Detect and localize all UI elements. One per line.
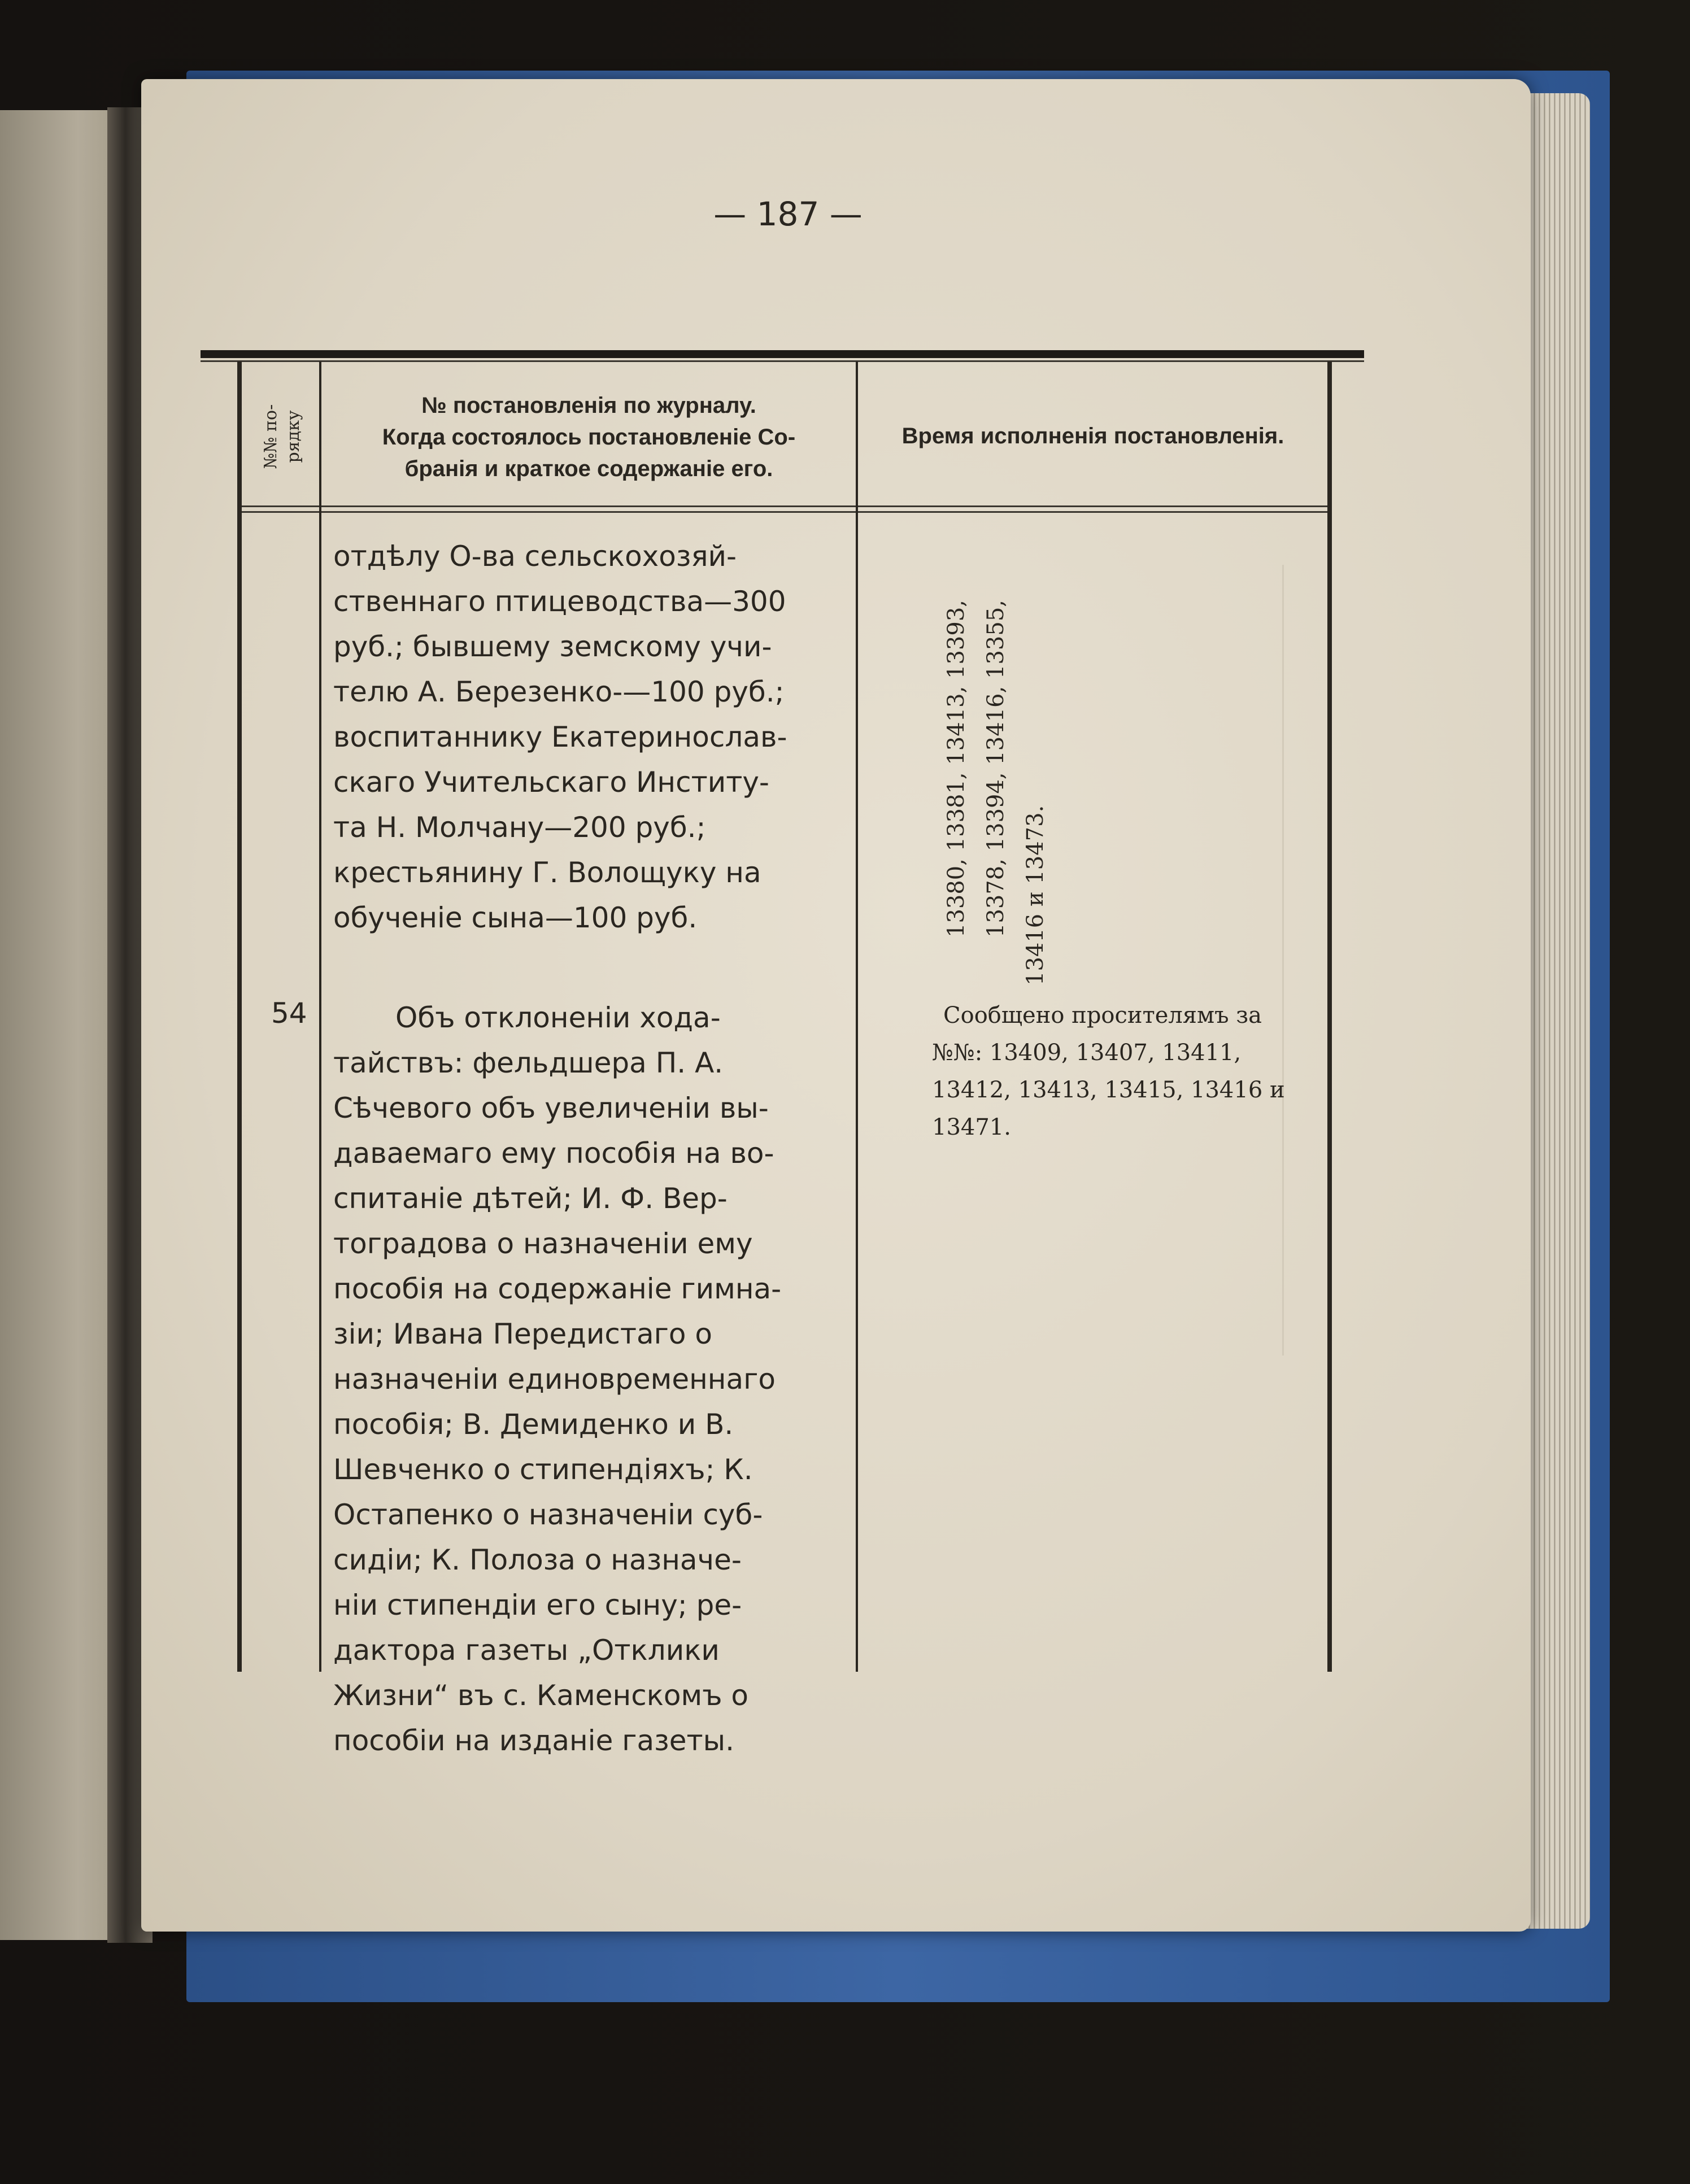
- row2-execution-line: Сообщено просителямъ за: [943, 1002, 1262, 1028]
- row2-line: даваемаго ему пособія на во-: [333, 1137, 774, 1170]
- row2-line: ніи стипендіи его сыну; ре-: [333, 1589, 742, 1621]
- row2-line: тоградова о назначеніи ему: [333, 1227, 753, 1260]
- row2-text: [333, 995, 844, 1763]
- row2-line: пособія на содержаніе гимна-: [333, 1272, 782, 1305]
- row1-line: телю А. Березенко-—100 руб.;: [333, 675, 785, 708]
- row1-line: отдѣлу О-ва сельскохозяй-: [333, 540, 737, 573]
- header-resolution-line1: № постановленія по журналу.: [421, 393, 756, 418]
- row2-line: пособія; В. Демиденко и В.: [333, 1408, 734, 1441]
- header-row-number-line2: рядку: [284, 409, 303, 463]
- header-bottom-rule-2: [240, 511, 1327, 513]
- row2-line: Сѣчевого объ увеличеніи вы-: [333, 1092, 769, 1124]
- row1-execution-line: 13380, 13381, 13413, 13393,: [943, 600, 969, 938]
- row2-line: Жизни“ въ с. Каменскомъ о: [333, 1679, 749, 1712]
- page-edges: [1525, 93, 1590, 1929]
- row1-line: скаго Учительскаго Институ-: [333, 766, 769, 799]
- row2-execution: [932, 997, 1316, 1146]
- row1-line: ственнаго птицеводства—300: [333, 585, 786, 618]
- row1-execution-line: 13416 и 13473.: [1022, 805, 1048, 986]
- row2-line: зіи; Ивана Передистаго о: [333, 1318, 712, 1350]
- row2-line: дактора газеты „Отклики: [333, 1634, 720, 1667]
- column-divider-2: [856, 361, 858, 1672]
- header-row-number-line1: №№ по-: [261, 404, 281, 469]
- header-row-number: [246, 373, 319, 500]
- row1-execution-line: 13378, 13394, 13416, 13355,: [983, 600, 1009, 938]
- row2-number: 54: [271, 997, 307, 1030]
- row1-line: обученіе сына—100 руб.: [333, 901, 698, 934]
- row1-line: та Н. Молчану—200 руб.;: [333, 811, 706, 844]
- header-bottom-rule: [240, 505, 1327, 507]
- row2-execution-line: №№: 13409, 13407, 13411,: [932, 1040, 1242, 1066]
- row2-line: тайствъ: фельдшера П. А.: [333, 1047, 724, 1079]
- row1-execution-numbers: [940, 531, 1223, 986]
- table-right-border: [1327, 361, 1332, 1672]
- row2-line: назначеніи единовременнаго: [333, 1363, 776, 1396]
- header-execution-time: Время исполненія постановленія.: [901, 424, 1284, 448]
- row2-line: пособіи на изданіе газеты.: [333, 1724, 734, 1757]
- row2-execution-line: 13471.: [932, 1114, 1011, 1140]
- row1-line: воспитаннику Екатеринослав-: [333, 721, 787, 753]
- header-resolution-line3: бранія и краткое содержаніе его.: [404, 456, 773, 481]
- table-left-border: [237, 361, 242, 1672]
- table-top-rule: [201, 350, 1364, 358]
- row1-line: крестьянину Г. Волощуку на: [333, 856, 761, 889]
- row2-line: сидіи; К. Полоза о назначе-: [333, 1544, 742, 1576]
- row1-line: руб.; бывшему земскому учи-: [333, 630, 772, 663]
- header-resolution: [325, 390, 853, 485]
- row2-line: Шевченко о стипендіяхъ; К.: [333, 1453, 753, 1486]
- row2-line: Объ отклоненіи хода-: [395, 1001, 721, 1034]
- page-number: — 187 —: [713, 195, 863, 233]
- row2-line: Остапенко о назначеніи суб-: [333, 1498, 763, 1531]
- header-resolution-line2: Когда состоялось постановленіе Со-: [382, 425, 796, 450]
- row1-text: [333, 534, 844, 940]
- column-divider-1: [319, 361, 321, 1672]
- show-through: [1260, 565, 1284, 1355]
- row2-execution-line: 13412, 13413, 13415, 13416 и: [932, 1077, 1285, 1103]
- row2-line: спитаніе дѣтей; И. Ф. Вер-: [333, 1182, 728, 1215]
- table-top-rule-thin: [201, 360, 1364, 362]
